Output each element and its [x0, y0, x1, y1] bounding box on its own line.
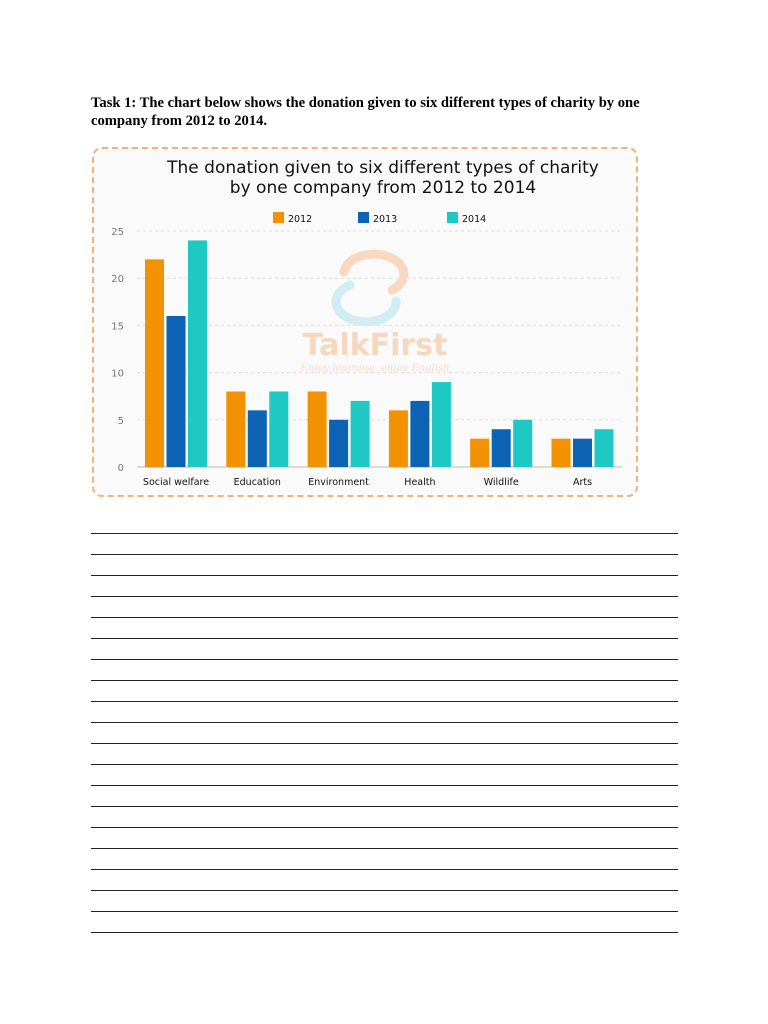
- y-tick-label: 0: [117, 463, 124, 474]
- answer-line: [91, 701, 678, 702]
- legend: [273, 212, 486, 225]
- y-tick-label: 25: [111, 227, 124, 238]
- x-category-label: Social welfare: [142, 477, 210, 488]
- y-tick-label: 10: [111, 368, 124, 380]
- bar-2014-health: [432, 382, 451, 467]
- answer-line: [91, 785, 678, 786]
- answer-line: [91, 764, 678, 765]
- answer-line: [91, 848, 678, 849]
- x-category-label: Arts: [572, 477, 593, 488]
- answer-line: [91, 575, 678, 576]
- bar-2012-education: [226, 391, 245, 467]
- answer-line: [91, 617, 678, 618]
- bar-2013-health: [410, 401, 429, 467]
- chart-title-line-2: by one company from 2012 to 2014: [229, 178, 537, 198]
- answer-line: [91, 659, 678, 660]
- answer-lines: [91, 533, 678, 953]
- bar-2012-social-welfare: [145, 259, 164, 467]
- chart-title-line-1: The donation given to six different types of charity: [167, 158, 599, 178]
- bar-2013-arts: [573, 439, 592, 467]
- x-axis-labels: [143, 477, 592, 488]
- answer-line: [91, 827, 678, 828]
- answer-line: [91, 911, 678, 912]
- y-tick-label: 5: [117, 415, 124, 427]
- answer-line: [91, 533, 678, 534]
- task-prompt: Task 1: The chart below shows the donation given to six different types of charity by one company from 2012 to 2014.: [91, 95, 640, 129]
- bar-chart: [92, 147, 638, 497]
- bar-2013-environment: [329, 420, 348, 467]
- bar-2014-education: [269, 391, 288, 467]
- answer-line: [91, 554, 678, 555]
- bar-2013-social-welfare: [167, 316, 186, 467]
- answer-line: [91, 869, 678, 870]
- legend-label-2013: 2013: [373, 214, 398, 225]
- answer-line: [91, 596, 678, 597]
- legend-label-2012: 2012: [288, 214, 313, 225]
- legend-swatch-2012: [273, 212, 284, 223]
- answer-line: [91, 722, 678, 723]
- bar-2013-wildlife: [492, 429, 511, 467]
- bar-2014-arts: [595, 429, 614, 467]
- answer-line: [91, 890, 678, 891]
- answer-line: [91, 638, 678, 639]
- bar-2012-environment: [308, 391, 327, 467]
- y-tick-label: 20: [111, 274, 124, 286]
- x-category-label: Wildlife: [483, 477, 519, 488]
- watermark-logo: [300, 254, 450, 374]
- bar-2012-wildlife: [470, 439, 489, 467]
- bar-2014-environment: [351, 401, 370, 467]
- x-category-label: Education: [233, 477, 281, 488]
- watermark-tagline: Enjoy learning, enjoy English: [300, 363, 450, 374]
- y-axis-ticks: [111, 227, 124, 474]
- legend-label-2014: 2014: [462, 214, 487, 225]
- legend-swatch-2014: [447, 212, 458, 223]
- y-tick-label: 15: [111, 321, 124, 333]
- answer-line: [91, 932, 678, 933]
- x-category-label: Health: [404, 477, 436, 488]
- bar-2012-arts: [552, 439, 571, 467]
- answer-line: [91, 806, 678, 807]
- bar-2012-health: [389, 410, 408, 467]
- bar-2014-social-welfare: [188, 240, 207, 467]
- bar-2013-education: [248, 410, 267, 467]
- watermark-name: TalkFirst: [302, 328, 448, 363]
- answer-line: [91, 680, 678, 681]
- legend-swatch-2013: [358, 212, 369, 223]
- x-category-label: Environment: [308, 477, 369, 488]
- bar-2014-wildlife: [513, 420, 532, 467]
- answer-line: [91, 743, 678, 744]
